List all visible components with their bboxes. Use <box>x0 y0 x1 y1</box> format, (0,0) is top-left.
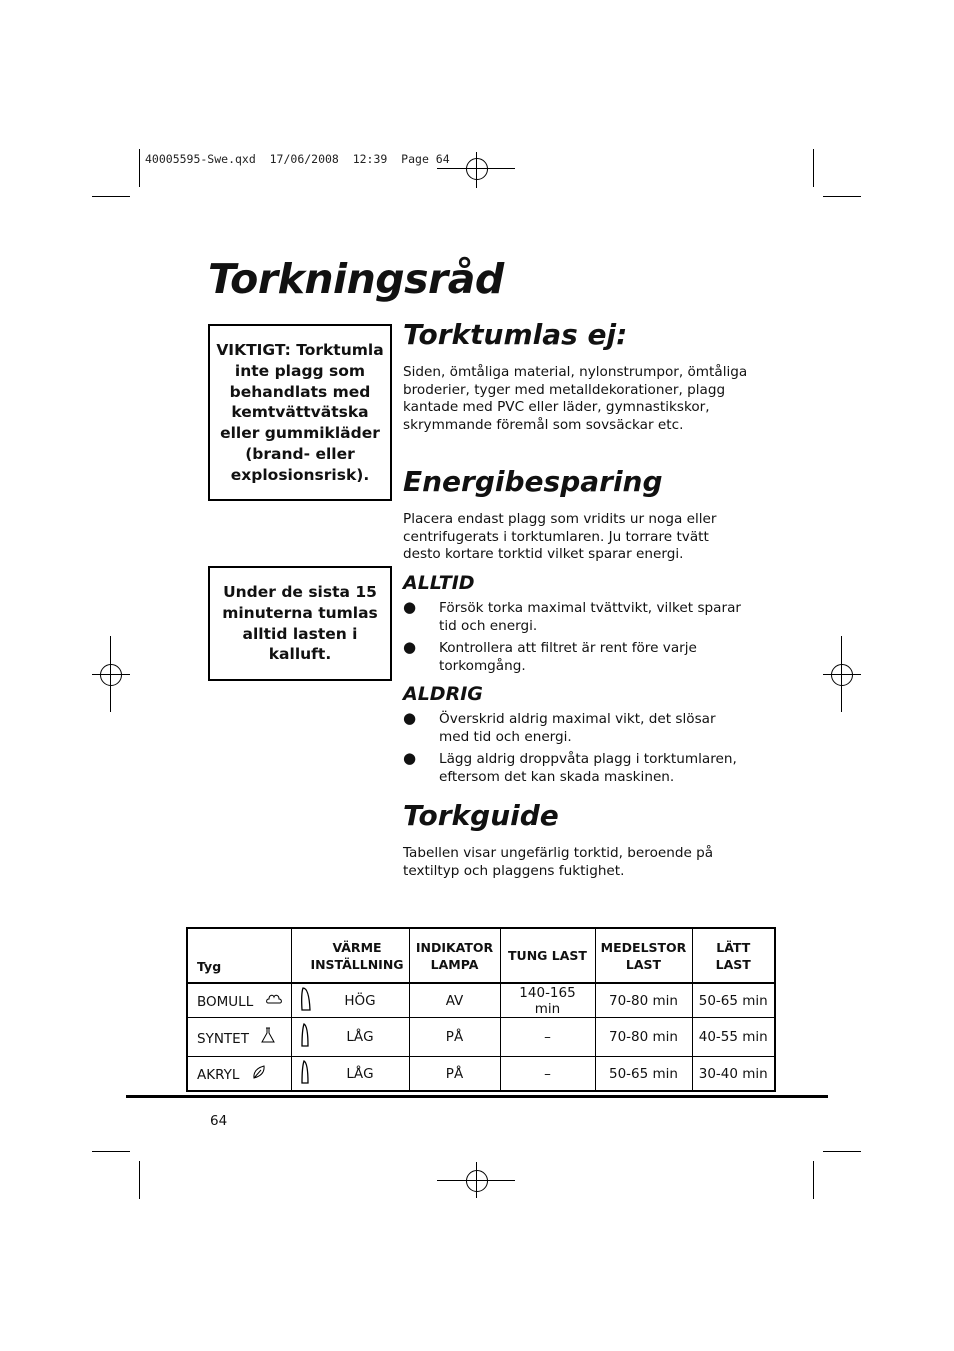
heavy-load-cell: – <box>500 1057 595 1092</box>
header-heavy: TUNG LAST <box>500 928 595 983</box>
heavy-load-cell: – <box>500 1018 595 1057</box>
heat-cell: LÅG <box>291 1057 409 1092</box>
indicator-cell: PÅ <box>409 1057 500 1092</box>
heat-cell: LÅG <box>291 1018 409 1057</box>
cooldown-notice-text: Under de sista 15 minuterna tumlas alltid lasten i kalluft. <box>222 583 378 664</box>
light-load-cell: 40-55 min <box>692 1018 775 1057</box>
no-dry-heading: Torktumlas ej: <box>403 318 628 351</box>
indicator-cell: AV <box>409 983 500 1018</box>
heavy-load-cell: 140-165 min <box>500 983 595 1018</box>
fabric-cell: BOMULL <box>187 983 291 1018</box>
guide-text: Tabellen visar ungefärlig torktid, beroende på textiltyp och plaggens fuktighet. <box>403 845 714 879</box>
energy-heading: Energibesparing <box>403 465 663 498</box>
table-header-row <box>187 928 775 983</box>
medium-load-cell: 50-65 min <box>595 1057 692 1092</box>
always-heading: ALLTID <box>403 572 475 594</box>
low-heat-icon <box>300 1059 310 1089</box>
light-load-cell: 50-65 min <box>692 983 775 1018</box>
bullet-icon: ● <box>403 638 417 656</box>
important-notice-box <box>208 324 392 501</box>
bullet-icon: ● <box>403 598 417 616</box>
medium-load-cell: 70-80 min <box>595 1018 692 1057</box>
table-row <box>187 983 775 1018</box>
bullet-icon: ● <box>403 709 417 727</box>
header-fabric: Tyg <box>187 928 291 983</box>
drying-guide-table <box>186 927 776 1092</box>
page-number: 64 <box>210 1113 228 1129</box>
header-medium: MEDELSTOR LAST <box>595 928 692 983</box>
important-notice-text: VIKTIGT: Torktumla inte plagg som behandlats med kemtvättvätska eller gummikläder (brand- eller explosionsrisk). <box>216 341 384 484</box>
no-dry-text: Siden, ömtåliga material, nylonstrumpor, ömtåliga broderier, tyger med metalldekorationer, plagg kantade med PVC eller läder, gymnastikskor, skrymmande föremål som sovsäckar etc. <box>403 364 748 433</box>
synthetic-icon <box>261 1031 275 1047</box>
table-row <box>187 1018 775 1057</box>
header-heat: VÄRME INSTÄLLNING <box>291 928 409 983</box>
heat-cell: HÖG <box>291 983 409 1018</box>
energy-text: Placera endast plagg som vridits ur noga eller centrifugerats i torktumlaren. Ju torrare tvätt desto kortare torktid vilket sparar energi. <box>403 511 717 563</box>
list-item: ● Överskrid aldrig maximal vikt, det slösar med tid och energi. <box>403 709 716 745</box>
cotton-icon <box>266 994 282 1010</box>
footer-rule <box>126 1095 828 1098</box>
light-load-cell: 30-40 min <box>692 1057 775 1092</box>
indicator-cell: PÅ <box>409 1018 500 1057</box>
list-item: ● Lägg aldrig droppvåta plagg i torktumlaren, eftersom det kan skada maskinen. <box>403 749 737 785</box>
page-title: Torkningsråd <box>208 255 504 303</box>
never-heading: ALDRIG <box>403 683 483 705</box>
cooldown-notice-box <box>208 566 392 681</box>
file-slug: 40005595-Swe.qxd 17/06/2008 12:39 Page 64 <box>145 152 450 166</box>
low-heat-icon <box>300 1022 310 1052</box>
medium-load-cell: 70-80 min <box>595 983 692 1018</box>
list-item: ● Kontrollera att filtret är rent före varje torkomgång. <box>403 638 697 674</box>
header-indicator: INDIKATOR LAMPA <box>409 928 500 983</box>
bullet-icon: ● <box>403 749 417 767</box>
guide-heading: Torkguide <box>403 799 559 832</box>
acrylic-icon <box>252 1067 266 1083</box>
fabric-cell: SYNTET <box>187 1018 291 1057</box>
header-light: LÄTT LAST <box>692 928 775 983</box>
list-item: ● Försök torka maximal tvättvikt, vilket sparar tid och energi. <box>403 598 741 634</box>
table-row <box>187 1057 775 1092</box>
high-heat-icon <box>300 986 312 1016</box>
fabric-cell: AKRYL <box>187 1057 291 1092</box>
